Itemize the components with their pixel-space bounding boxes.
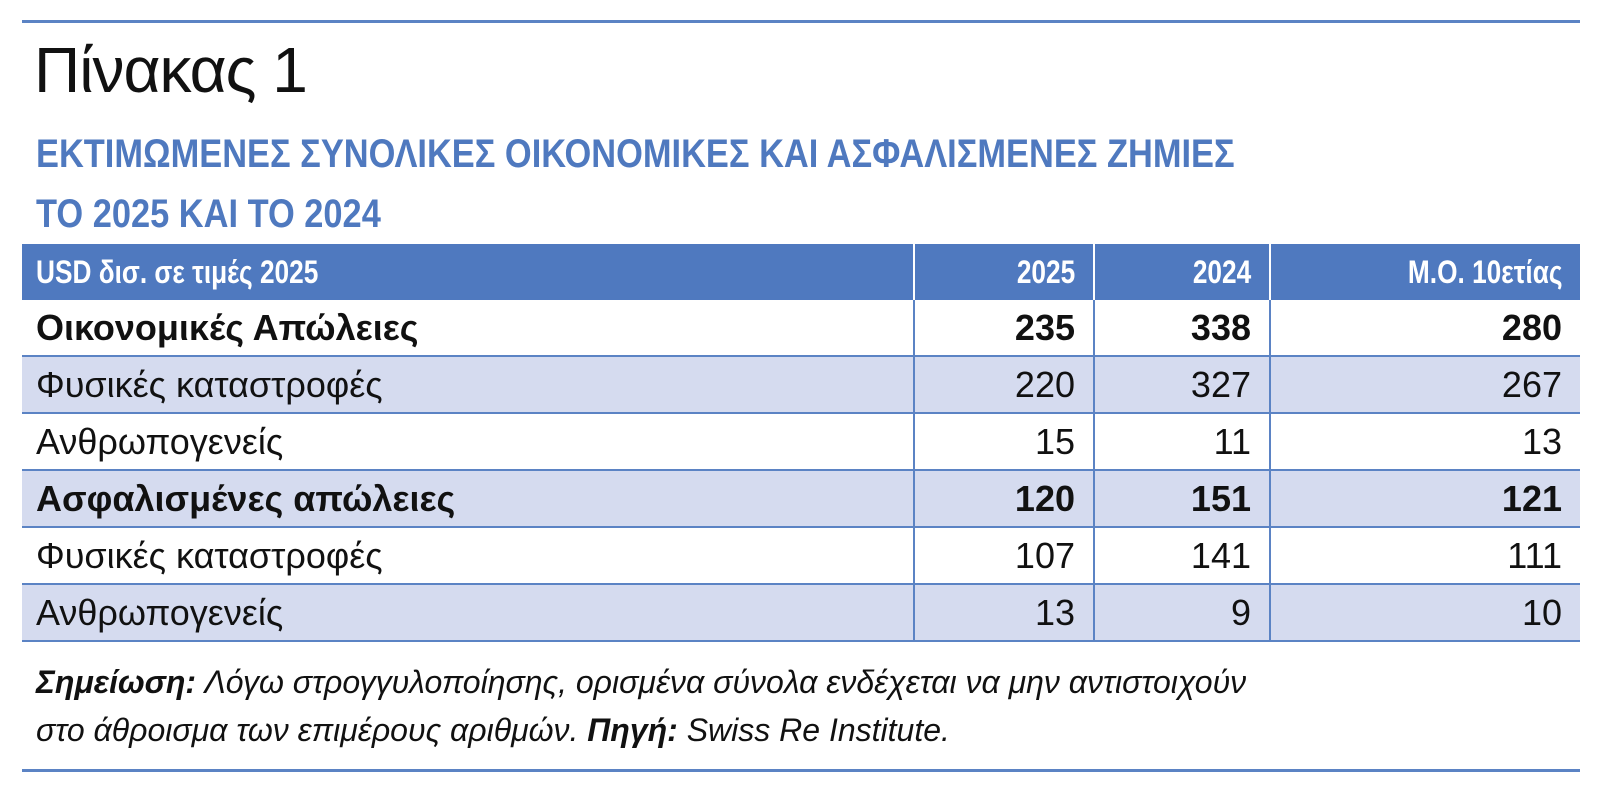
row-label: Ανθρωπογενείς (22, 584, 914, 641)
value-2024: 9 (1094, 584, 1270, 641)
value-2025: 220 (914, 356, 1094, 413)
value-2024: 338 (1094, 300, 1270, 356)
losses-table (22, 244, 1580, 642)
source-text: Swiss Re Institute. (677, 712, 950, 748)
table-header (22, 244, 1580, 300)
value-2025: 235 (914, 300, 1094, 356)
bottom-rule (22, 769, 1580, 772)
column-header-unit: USD δισ. σε τιμές 2025 (22, 244, 914, 300)
table-title: Πίνακας 1 (34, 34, 307, 106)
column-header-2024: 2024 (1094, 244, 1270, 300)
row-label: Οικονομικές Απώλειες (22, 300, 914, 356)
header-row (22, 244, 1580, 300)
table-body (22, 300, 1580, 641)
value-2024: 141 (1094, 527, 1270, 584)
value-10yr-average: 121 (1270, 470, 1580, 527)
value-10yr-average: 280 (1270, 300, 1580, 356)
value-10yr-average: 111 (1270, 527, 1580, 584)
table-row (22, 584, 1580, 641)
subtitle-line-2: ΤΟ 2025 ΚΑΙ ΤΟ 2024 (36, 192, 381, 236)
table-row (22, 356, 1580, 413)
value-2025: 120 (914, 470, 1094, 527)
column-header-2025: 2025 (914, 244, 1094, 300)
source-label: Πηγή: (587, 712, 678, 748)
table-row (22, 300, 1580, 356)
row-label: Φυσικές καταστροφές (22, 356, 914, 413)
value-10yr-average: 10 (1270, 584, 1580, 641)
table-row (22, 470, 1580, 527)
table-subtitle (36, 124, 1343, 244)
column-header-10yr-average: Μ.Ο. 10ετίας (1270, 244, 1580, 300)
value-2024: 327 (1094, 356, 1270, 413)
value-2024: 11 (1094, 413, 1270, 470)
row-label: Ανθρωπογενείς (22, 413, 914, 470)
footnote-line-1 (36, 658, 1596, 706)
table-row (22, 527, 1580, 584)
value-2024: 151 (1094, 470, 1270, 527)
note-text-2: στο άθροισμα των επιμέρους αριθμών. (36, 712, 588, 748)
top-rule (22, 20, 1580, 23)
note-text-1: Λόγω στρογγυλοποίησης, ορισμένα σύνολα ενδέχεται να μην αντιστοιχούν (196, 664, 1247, 700)
value-10yr-average: 267 (1270, 356, 1580, 413)
value-10yr-average: 13 (1270, 413, 1580, 470)
value-2025: 15 (914, 413, 1094, 470)
value-2025: 107 (914, 527, 1094, 584)
row-label: Ασφαλισμένες απώλειες (22, 470, 914, 527)
value-2025: 13 (914, 584, 1094, 641)
footnote (36, 658, 1596, 754)
subtitle-line-1: ΕΚΤΙΜΩΜΕΝΕΣ ΣΥΝΟΛΙΚΕΣ ΟΙΚΟΝΟΜΙΚΕΣ ΚΑΙ ΑΣΦΑΛΙΣΜΕΝΕΣ ΖΗΜΙΕΣ (36, 132, 1235, 176)
note-label: Σημείωση: (36, 664, 197, 700)
row-label: Φυσικές καταστροφές (22, 527, 914, 584)
footnote-line-2 (36, 706, 1596, 754)
table-row (22, 413, 1580, 470)
